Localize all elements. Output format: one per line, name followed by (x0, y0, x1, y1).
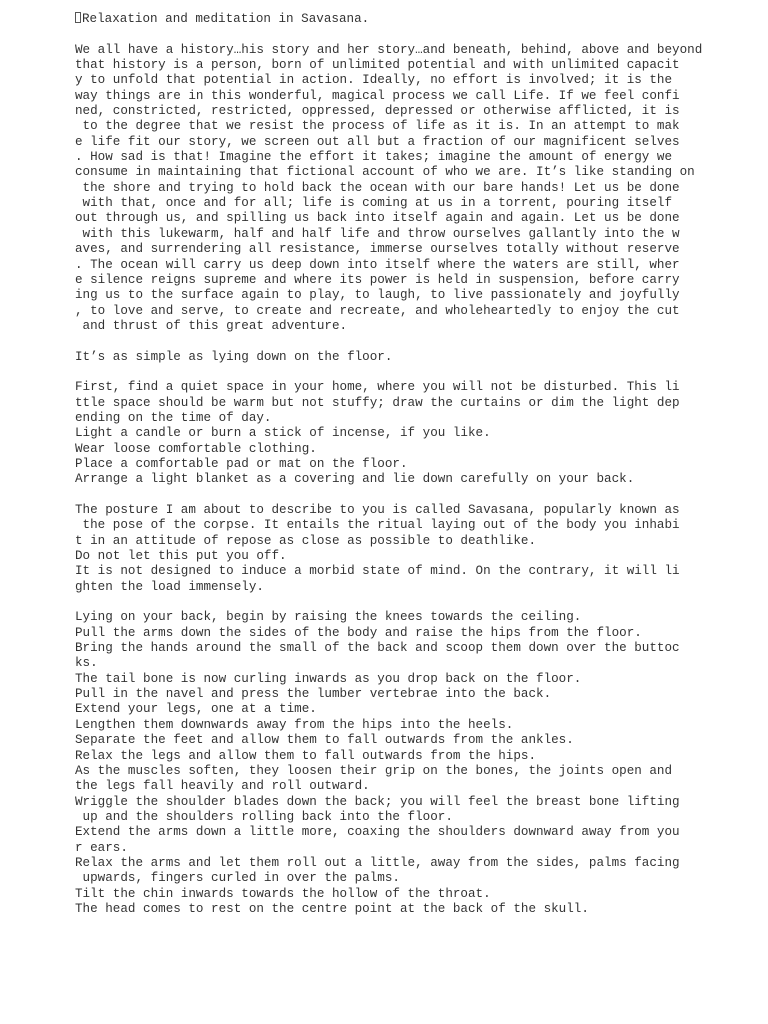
text-line: Extend the arms down a little more, coaxing the shoulders downward away from you (75, 825, 680, 840)
text-line: . How sad is that! Imagine the effort it takes; imagine the amount of energy we (75, 150, 673, 165)
text-line: e life fit our story, we screen out all but a fraction of our magnificent selves (75, 134, 680, 149)
text-line: Pull in the navel and press the lumber vertebrae into the back. (75, 687, 552, 702)
text-line: the legs fall heavily and roll outward. (75, 779, 370, 794)
text-line: The posture I am about to describe to you is called Savasana, popularly known as (75, 503, 680, 517)
text-line: ing us to the surface again to play, to laugh, to live passionately and joyfully (75, 288, 680, 303)
blank-line (75, 334, 755, 349)
text-line: ending on the time of day. (75, 410, 272, 425)
text-line: r ears. (75, 840, 128, 855)
text-line: the pose of the corpse. It entails the ritual laying out of the body you inhabi (75, 518, 680, 533)
text-line: y to unfold that potential in action. Ideally, no effort is involved; it is the (75, 73, 673, 88)
text-line: We all have a history…his story and her story…and beneath, behind, above and beyond (75, 42, 703, 57)
blank-line (75, 365, 755, 380)
text-line: to the degree that we resist the process of life as it is. In an attempt to mak (75, 119, 680, 134)
text-line: Lying on your back, begin by raising the knees towards the ceiling. (75, 610, 582, 625)
paragraph (75, 503, 755, 595)
blank-line (75, 488, 755, 503)
text-line: ttle space should be warm but not stuffy; draw the curtains or dim the light dep (75, 395, 680, 410)
text-line: with this lukewarm, half and half life and throw ourselves gallantly into the w (75, 226, 680, 241)
text-line: ghten the load immensely. (75, 579, 264, 594)
blank-line (75, 27, 755, 42)
text-line: Arrange a light blanket as a covering and lie down carefully on your back. (75, 472, 635, 487)
text-line: with that, once and for all; life is coming at us in a torrent, pouring itself (75, 196, 673, 211)
text-line: Do not let this put you off. (75, 549, 287, 564)
text-line: e silence reigns supreme and where its power is held in suspension, before carry (75, 272, 680, 287)
text-line: The tail bone is now curling inwards as you drop back on the floor. (75, 671, 582, 686)
document-page (75, 12, 755, 917)
text-line: Bring the hands around the small of the back and scoop them down over the buttoc (75, 641, 680, 656)
document-title: Relaxation and meditation in Savasana. (82, 12, 370, 26)
paragraph (75, 43, 755, 335)
document-body (75, 43, 755, 918)
paragraph (75, 610, 755, 917)
text-line: aves, and surrendering all resistance, immerse ourselves totally without reserve (75, 242, 680, 257)
text-line: Relax the legs and allow them to fall outwards from the hips. (75, 748, 537, 763)
blank-line (75, 595, 755, 610)
text-line: out through us, and spilling us back into itself again and again. Let us be done (75, 211, 680, 226)
text-line: It’s as simple as lying down on the floor. (75, 349, 393, 364)
text-line: , to love and serve, to create and recreate, and wholeheartedly to enjoy the cut (75, 303, 680, 318)
text-line: the shore and trying to hold back the ocean with our bare hands! Let us be done (75, 180, 680, 195)
text-line: Wriggle the shoulder blades down the back; you will feel the breast bone lifting (75, 794, 680, 809)
text-line: ned, constricted, restricted, oppressed, depressed or otherwise afflicted, it is (75, 104, 680, 119)
text-line: up and the shoulders rolling back into the floor. (75, 809, 453, 824)
text-line: t in an attitude of repose as close as possible to deathlike. (75, 533, 537, 548)
text-line: The head comes to rest on the centre point at the back of the skull. (75, 901, 589, 916)
text-line: It is not designed to induce a morbid state of mind. On the contrary, it will li (75, 564, 680, 579)
text-line: way things are in this wonderful, magical process we call Life. If we feel confi (75, 88, 680, 103)
text-line: ks. (75, 656, 98, 671)
text-line: Light a candle or burn a stick of incense, if you like. (75, 426, 491, 441)
text-line: Relax the arms and let them roll out a little, away from the sides, palms facing (75, 855, 680, 870)
text-line: Place a comfortable pad or mat on the floor. (75, 456, 408, 471)
text-line: Wear loose comfortable clothing. (75, 441, 317, 456)
text-line: consume in maintaining that fictional account of who we are. It’s like standing on (75, 165, 695, 180)
text-line: Lengthen them downwards away from the hips into the heels. (75, 717, 514, 732)
paragraph (75, 380, 755, 487)
text-line: upwards, fingers curled in over the palms. (75, 871, 400, 886)
text-line: Tilt the chin inwards towards the hollow of the throat. (75, 886, 491, 901)
text-line: and thrust of this great adventure. (75, 318, 348, 333)
text-line: Pull the arms down the sides of the body and raise the hips from the floor. (75, 625, 642, 640)
text-line: that history is a person, born of unlimited potential and with unlimited capacit (75, 58, 680, 73)
text-line: . The ocean will carry us deep down into itself where the waters are still, wher (75, 257, 680, 272)
text-line: As the muscles soften, they loosen their grip on the bones, the joints open and (75, 763, 673, 778)
text-line: First, find a quiet space in your home, where you will not be disturbed. This li (75, 380, 680, 395)
text-line: Separate the feet and allow them to fall outwards from the ankles. (75, 733, 574, 748)
text-line: Extend your legs, one at a time. (75, 702, 317, 717)
document-title-line (75, 12, 755, 27)
paragraph (75, 350, 755, 365)
missing-glyph-icon (75, 12, 81, 23)
